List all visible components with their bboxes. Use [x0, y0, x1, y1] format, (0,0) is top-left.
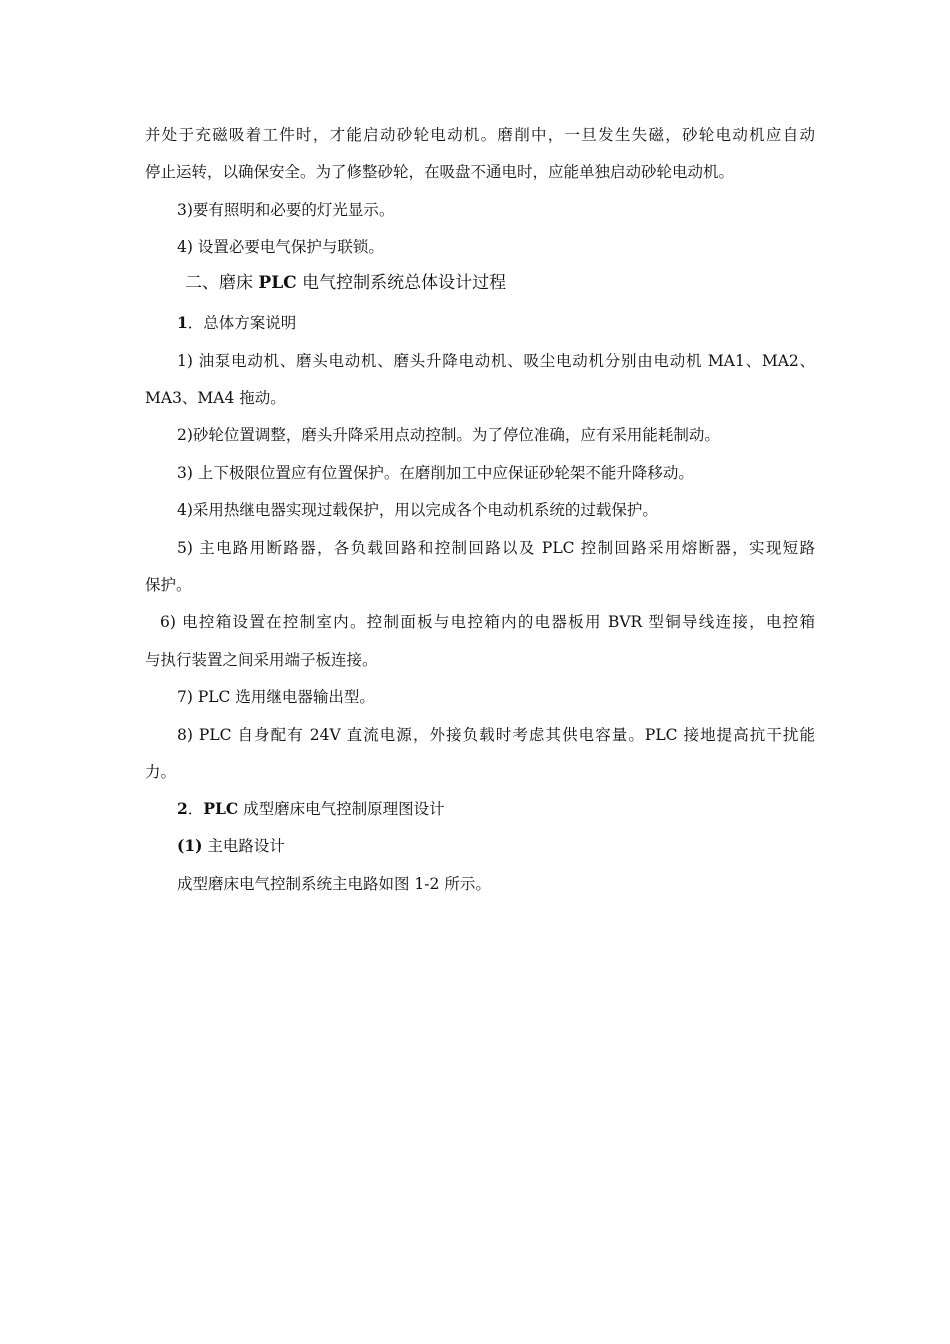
subheading-3-number: (1): [177, 836, 203, 855]
subheading-2-number: 2: [177, 799, 188, 818]
subheading-3: [177, 836, 815, 856]
section-heading-bold: PLC: [258, 273, 297, 293]
subheading-1-number: 1: [177, 313, 188, 332]
section-heading: [185, 272, 506, 294]
list-item-continuation: MA3、MA4 拖动。: [145, 389, 286, 407]
list-item: 8) PLC 自身配有 24V 直流电源，外接负载时考虑其供电容量。PLC 接地提高抗干扰能: [177, 726, 815, 744]
list-item-continuation: 保护。: [145, 576, 192, 594]
subheading-1-text: ．总体方案说明: [187, 314, 297, 332]
section-heading-prefix: 二、磨床: [185, 273, 259, 293]
list-item-continuation: 与执行装置之间采用端子板连接。: [145, 651, 378, 669]
section-heading-suffix: 电气控制系统总体设计过程: [296, 273, 507, 293]
paragraph-line: 并处于充磁吸着工件时，才能启动砂轮电动机。磨削中，一旦发生失磁，砂轮电动机应自动: [145, 126, 815, 144]
list-item: 6) 电控箱设置在控制室内。控制面板与电控箱内的电器板用 BVR 型铜导线连接，电控箱: [160, 613, 815, 631]
subheading-2-sep: ．: [187, 800, 204, 818]
list-item: 4)采用热继电器实现过载保护，用以完成各个电动机系统的过载保护。: [177, 501, 658, 519]
subheading-3-text: 主电路设计: [202, 837, 285, 855]
list-item: 3)要有照明和必要的灯光显示。: [177, 201, 395, 219]
subheading-1: [177, 313, 815, 333]
list-item: 4) 设置必要电气保护与联锁。: [177, 238, 384, 256]
list-item-continuation: 力。: [145, 763, 177, 781]
subheading-2-bold: PLC: [203, 799, 239, 818]
subheading-2-text: 成型磨床电气控制原理图设计: [238, 800, 445, 818]
list-item: 7) PLC 选用继电器输出型。: [177, 688, 375, 706]
subheading-2: [177, 799, 815, 819]
paragraph-line: 停止运转，以确保安全。为了修整砂轮，在吸盘不通电时，应能单独启动砂轮电动机。: [145, 163, 735, 181]
list-item: 2)砂轮位置调整，磨头升降采用点动控制。为了停位准确，应有采用能耗制动。: [177, 426, 720, 444]
list-item: 1) 油泵电动机、磨头电动机、磨头升降电动机、吸尘电动机分别由电动机 MA1、MA2、: [177, 352, 815, 370]
list-item: 3) 上下极限位置应有位置保护。在磨削加工中应保证砂轮架不能升降移动。: [177, 464, 694, 482]
paragraph-line: 成型磨床电气控制系统主电路如图 1-2 所示。: [177, 875, 491, 893]
list-item: 5) 主电路用断路器，各负载回路和控制回路以及 PLC 控制回路采用熔断器，实现短路: [177, 539, 815, 557]
